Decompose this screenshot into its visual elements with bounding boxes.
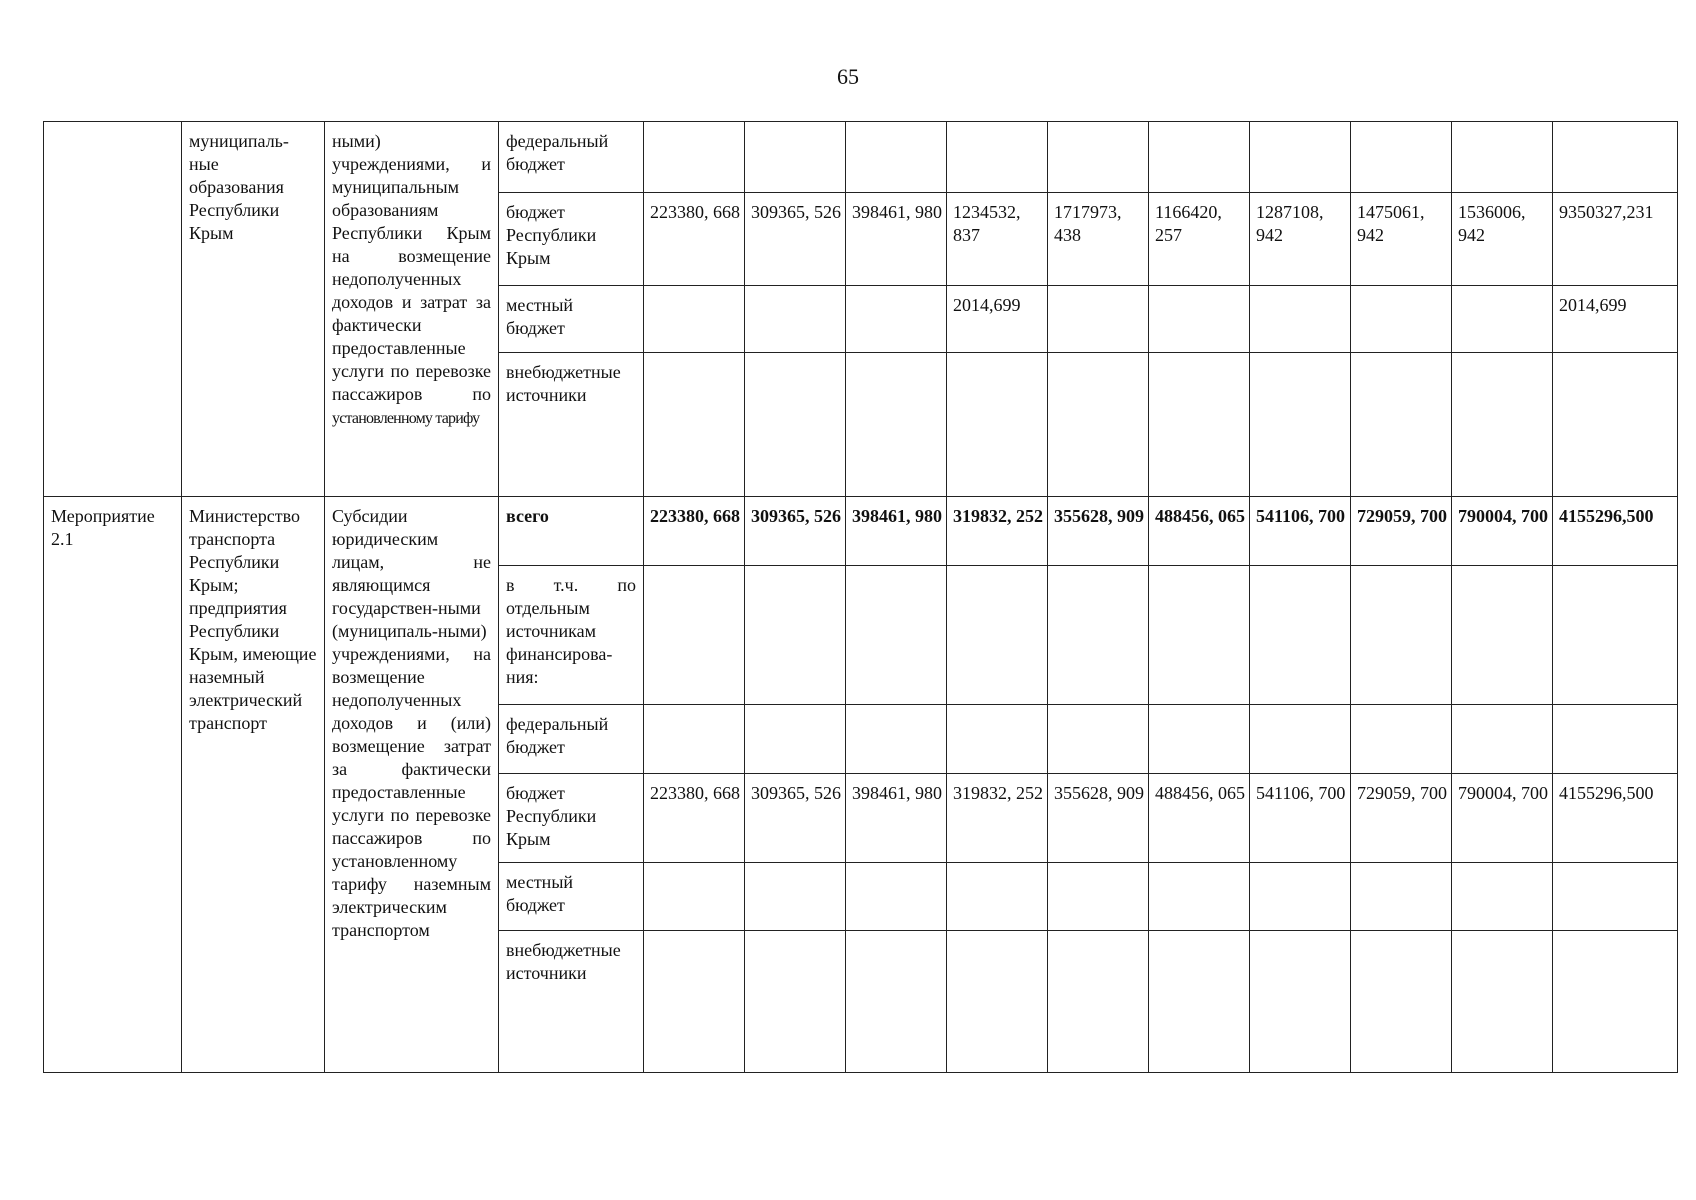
measure-cell: Мероприятие 2.1 bbox=[44, 496, 182, 1072]
value-cell: 319832, 252 bbox=[947, 774, 1048, 863]
value-cell bbox=[644, 285, 745, 352]
value-cell: 309365, 526 bbox=[745, 496, 846, 565]
value-cell: 790004, 700 bbox=[1452, 774, 1553, 863]
value-cell bbox=[1149, 353, 1250, 496]
value-cell bbox=[1149, 285, 1250, 352]
value-cell: 488456, 065 bbox=[1149, 496, 1250, 565]
value-cell bbox=[1250, 863, 1351, 930]
value-cell: 1536006, 942 bbox=[1452, 192, 1553, 285]
value-cell bbox=[846, 353, 947, 496]
value-cell bbox=[947, 122, 1048, 193]
value-cell bbox=[1048, 704, 1149, 773]
value-cell: 355628, 909 bbox=[1048, 496, 1149, 565]
value-cell bbox=[1553, 122, 1678, 193]
value-cell: 729059, 700 bbox=[1351, 774, 1452, 863]
value-cell bbox=[1048, 122, 1149, 193]
value-cell bbox=[644, 122, 745, 193]
value-cell bbox=[947, 930, 1048, 1072]
value-cell bbox=[1250, 122, 1351, 193]
value-cell bbox=[1149, 122, 1250, 193]
value-cell: 541106, 700 bbox=[1250, 774, 1351, 863]
value-cell: 9350327,231 bbox=[1553, 192, 1678, 285]
page-number: 65 bbox=[837, 64, 859, 89]
value-cell bbox=[846, 565, 947, 704]
value-cell bbox=[1452, 285, 1553, 352]
value-cell bbox=[1351, 353, 1452, 496]
value-cell: 1166420, 257 bbox=[1149, 192, 1250, 285]
value-cell bbox=[745, 863, 846, 930]
value-cell: 398461, 980 bbox=[846, 496, 947, 565]
value-cell bbox=[1351, 930, 1452, 1072]
value-cell bbox=[1452, 122, 1553, 193]
value-cell bbox=[1553, 704, 1678, 773]
value-cell: 541106, 700 bbox=[1250, 496, 1351, 565]
value-cell: 223380, 668 bbox=[644, 496, 745, 565]
value-cell bbox=[1048, 353, 1149, 496]
table-row bbox=[44, 122, 1678, 193]
value-cell bbox=[947, 565, 1048, 704]
value-cell bbox=[846, 285, 947, 352]
value-cell bbox=[644, 704, 745, 773]
value-cell bbox=[1149, 565, 1250, 704]
funding-source-cell: местный бюджет bbox=[499, 285, 644, 352]
value-cell: 309365, 526 bbox=[745, 774, 846, 863]
value-cell bbox=[745, 285, 846, 352]
funding-source-cell: федеральный бюджет bbox=[499, 122, 644, 193]
value-cell bbox=[1250, 353, 1351, 496]
value-cell: 790004, 700 bbox=[1452, 496, 1553, 565]
value-cell bbox=[1250, 704, 1351, 773]
value-cell: 1234532, 837 bbox=[947, 192, 1048, 285]
funding-source-cell: внебюджетные источники bbox=[499, 353, 644, 496]
funding-source-cell: бюджет Республики Крым bbox=[499, 774, 644, 863]
executor-cell: муниципаль-ные образования Республики Крым bbox=[182, 122, 325, 497]
value-cell bbox=[1149, 704, 1250, 773]
value-cell bbox=[846, 122, 947, 193]
funding-source-cell: внебюджетные источники bbox=[499, 930, 644, 1072]
value-cell bbox=[1149, 930, 1250, 1072]
value-cell bbox=[1351, 863, 1452, 930]
value-cell bbox=[1452, 930, 1553, 1072]
value-cell: 355628, 909 bbox=[1048, 774, 1149, 863]
value-cell bbox=[745, 704, 846, 773]
value-cell bbox=[1351, 565, 1452, 704]
value-cell: 488456, 065 bbox=[1149, 774, 1250, 863]
value-cell bbox=[745, 930, 846, 1072]
value-cell bbox=[1250, 565, 1351, 704]
budget-table bbox=[43, 121, 1678, 1073]
value-cell: 2014,699 bbox=[947, 285, 1048, 352]
value-cell bbox=[1351, 122, 1452, 193]
description-text: ными) учреждениями, и муниципальным образованиям Республики Крым на возмещение недополученных доходов и затрат за фактически предоставленные услуги по перевозке пассажиров по bbox=[332, 131, 491, 404]
value-cell bbox=[1553, 863, 1678, 930]
value-cell: 223380, 668 bbox=[644, 774, 745, 863]
value-cell bbox=[947, 863, 1048, 930]
value-cell bbox=[1048, 930, 1149, 1072]
value-cell bbox=[1149, 863, 1250, 930]
value-cell bbox=[745, 353, 846, 496]
description-tail-text: установленному тарифу bbox=[332, 410, 480, 427]
value-cell bbox=[846, 704, 947, 773]
funding-source-cell: всего bbox=[499, 496, 644, 565]
value-cell bbox=[846, 863, 947, 930]
value-cell bbox=[947, 704, 1048, 773]
value-cell bbox=[1553, 353, 1678, 496]
value-cell: 729059, 700 bbox=[1351, 496, 1452, 565]
value-cell bbox=[644, 353, 745, 496]
value-cell: 223380, 668 bbox=[644, 192, 745, 285]
value-cell bbox=[745, 565, 846, 704]
value-cell bbox=[1351, 704, 1452, 773]
value-cell bbox=[644, 565, 745, 704]
value-cell bbox=[1351, 285, 1452, 352]
value-cell: 1287108, 942 bbox=[1250, 192, 1351, 285]
value-cell: 1475061, 942 bbox=[1351, 192, 1452, 285]
value-cell: 4155296,500 bbox=[1553, 496, 1678, 565]
value-cell: 309365, 526 bbox=[745, 192, 846, 285]
table-row bbox=[44, 496, 1678, 565]
description-cell: Субсидии юридическим лицам, не являющимся государствен-ными (муниципаль-ными) учреждениями, на возмещение недополученных доходов и (или) возмещение затрат за фактически предоставленные услуги по перевозке пассажиров по установленному тарифу наземным электрическим транспортом bbox=[325, 496, 499, 1072]
value-cell bbox=[1048, 565, 1149, 704]
funding-source-cell: в т.ч. по отдельным источникам финансирова-ния: bbox=[499, 565, 644, 704]
value-cell bbox=[947, 353, 1048, 496]
executor-cell: Министерство транспорта Республики Крым; предприятия Республики Крым, имеющие наземный электрический транспорт bbox=[182, 496, 325, 1072]
value-cell bbox=[745, 122, 846, 193]
description-cell bbox=[325, 122, 499, 497]
value-cell bbox=[1250, 285, 1351, 352]
value-cell bbox=[846, 930, 947, 1072]
value-cell bbox=[1452, 565, 1553, 704]
value-cell bbox=[1048, 863, 1149, 930]
value-cell bbox=[1553, 565, 1678, 704]
funding-source-cell: федеральный бюджет bbox=[499, 704, 644, 773]
funding-source-cell: бюджет Республики Крым bbox=[499, 192, 644, 285]
value-cell bbox=[1452, 704, 1553, 773]
value-cell bbox=[1452, 353, 1553, 496]
value-cell: 4155296,500 bbox=[1553, 774, 1678, 863]
value-cell: 1717973, 438 bbox=[1048, 192, 1149, 285]
funding-source-cell: местный бюджет bbox=[499, 863, 644, 930]
value-cell bbox=[644, 930, 745, 1072]
measure-cell bbox=[44, 122, 182, 497]
value-cell bbox=[1250, 930, 1351, 1072]
value-cell: 319832, 252 bbox=[947, 496, 1048, 565]
value-cell bbox=[1048, 285, 1149, 352]
value-cell bbox=[1452, 863, 1553, 930]
value-cell bbox=[644, 863, 745, 930]
value-cell: 398461, 980 bbox=[846, 774, 947, 863]
value-cell bbox=[1553, 930, 1678, 1072]
value-cell: 398461, 980 bbox=[846, 192, 947, 285]
value-cell: 2014,699 bbox=[1553, 285, 1678, 352]
